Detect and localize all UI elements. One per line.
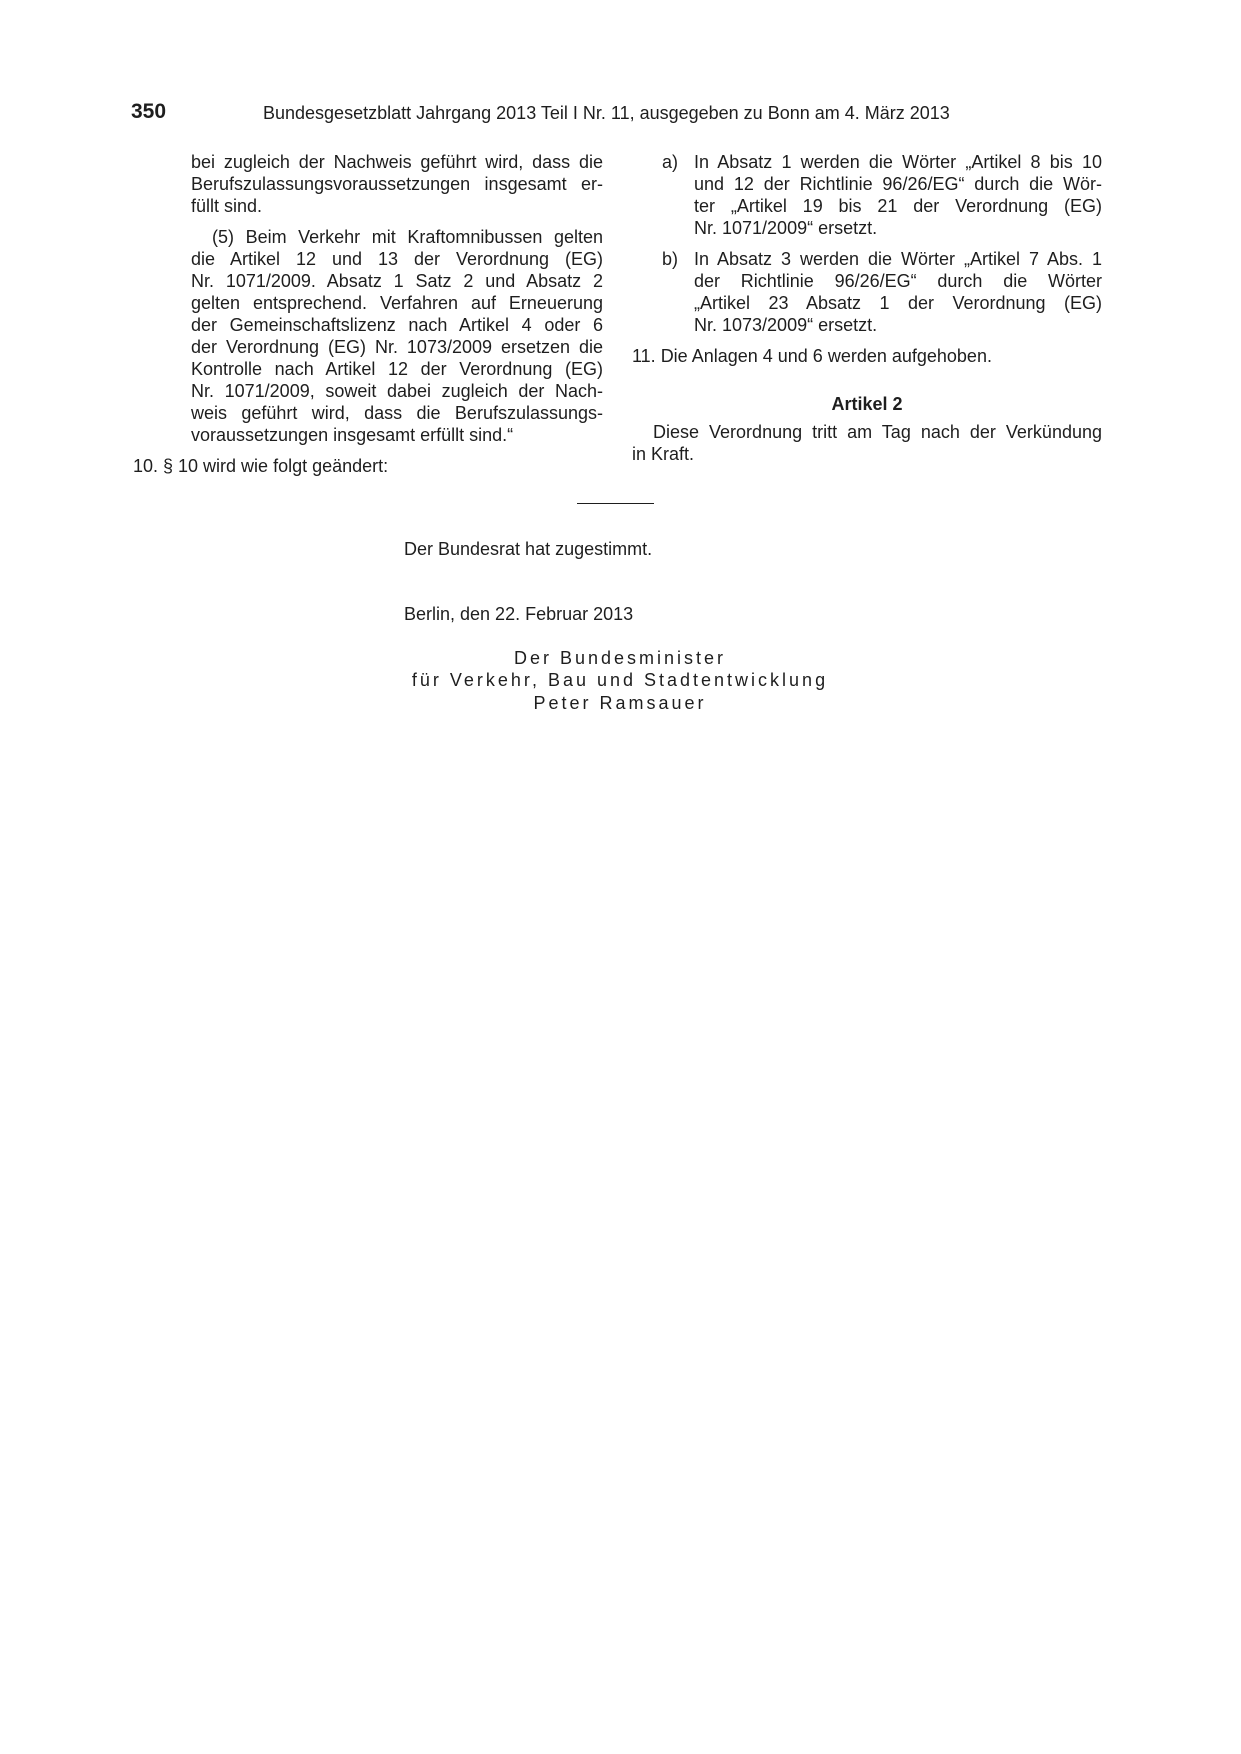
text-line: die Artikel 12 und 13 der Verordnung (EG) — [191, 249, 603, 269]
article-2-heading: Artikel 2 — [831, 394, 903, 414]
continuation-paragraph — [191, 151, 603, 217]
text-line: der Verordnung (EG) Nr. 1073/2009 ersetzen die — [191, 337, 603, 357]
item-10: 10. § 10 wird wie folgt geändert: — [133, 456, 389, 476]
text-line: Nr. 1071/2009. Absatz 1 Satz 2 und Absatz 2 — [191, 271, 603, 291]
text-line: Nr. 1073/2009“ ersetzt. — [694, 315, 878, 335]
article-2-text — [632, 421, 1102, 465]
running-header: Bundesgesetzblatt Jahrgang 2013 Teil I Nr. 11, ausgegeben zu Bonn am 4. März 2013 — [263, 103, 950, 123]
right-column — [632, 151, 1102, 465]
list-marker: a) — [662, 152, 679, 172]
text-line: gelten entsprechend. Verfahren auf Erneuerung — [191, 293, 603, 313]
text-line: und 12 der Richtlinie 96/26/EG“ durch die Wör- — [694, 174, 1102, 194]
text-line: in Kraft. — [632, 444, 695, 464]
bundesrat-consent: Der Bundesrat hat zugestimmt. — [404, 539, 653, 559]
text-line: Diese Verordnung tritt am Tag nach der Verkündung — [653, 422, 1102, 442]
list-marker: b) — [662, 249, 679, 269]
list-item-a — [632, 151, 1102, 239]
text-line: der Gemeinschaftslizenz nach Artikel 4 oder 6 — [191, 315, 603, 335]
text-line: Kontrolle nach Artikel 12 der Verordnung (EG) — [191, 359, 603, 379]
list-item-body — [694, 248, 1102, 336]
text-line: weis geführt wird, dass die Berufszulassungs- — [191, 403, 603, 423]
text-line: füllt sind. — [191, 196, 263, 216]
text-line: In Absatz 1 werden die Wörter „Artikel 8 bis 10 — [694, 152, 1102, 172]
list-item-b — [632, 248, 1102, 336]
place-and-date: Berlin, den 22. Februar 2013 — [404, 604, 634, 624]
text-line: Nr. 1071/2009“ ersetzt. — [694, 218, 878, 238]
signatory-title: Der Bundesminister — [513, 648, 727, 668]
text-line: „Artikel 23 Absatz 1 der Verordnung (EG) — [694, 293, 1102, 313]
signatory-name: Peter Ramsauer — [533, 693, 707, 713]
text-line: ter „Artikel 19 bis 21 der Verordnung (EG) — [694, 196, 1102, 216]
text-line: In Absatz 3 werden die Wörter „Artikel 7 Abs. 1 — [694, 249, 1102, 269]
left-column — [133, 151, 603, 477]
text-line: Nr. 1071/2009, soweit dabei zugleich der Nach- — [191, 381, 603, 401]
text-line: Berufszulassungsvoraussetzungen insgesamt er- — [191, 174, 603, 194]
paragraph-5 — [191, 226, 603, 446]
text-line: bei zugleich der Nachweis geführt wird, dass die — [191, 152, 603, 172]
text-line: der Richtlinie 96/26/EG“ durch die Wörter — [694, 271, 1102, 291]
list-item-body — [694, 151, 1102, 239]
text-line: (5) Beim Verkehr mit Kraftomnibussen gelten — [212, 227, 603, 247]
item-11: 11. Die Anlagen 4 und 6 werden aufgehoben. — [632, 346, 992, 366]
page-number: 350 — [131, 100, 167, 123]
signatory-department: für Verkehr, Bau und Stadtentwicklung — [411, 670, 829, 690]
text-line: voraussetzungen insgesamt erfüllt sind.“ — [191, 425, 514, 445]
section-divider — [577, 503, 654, 504]
